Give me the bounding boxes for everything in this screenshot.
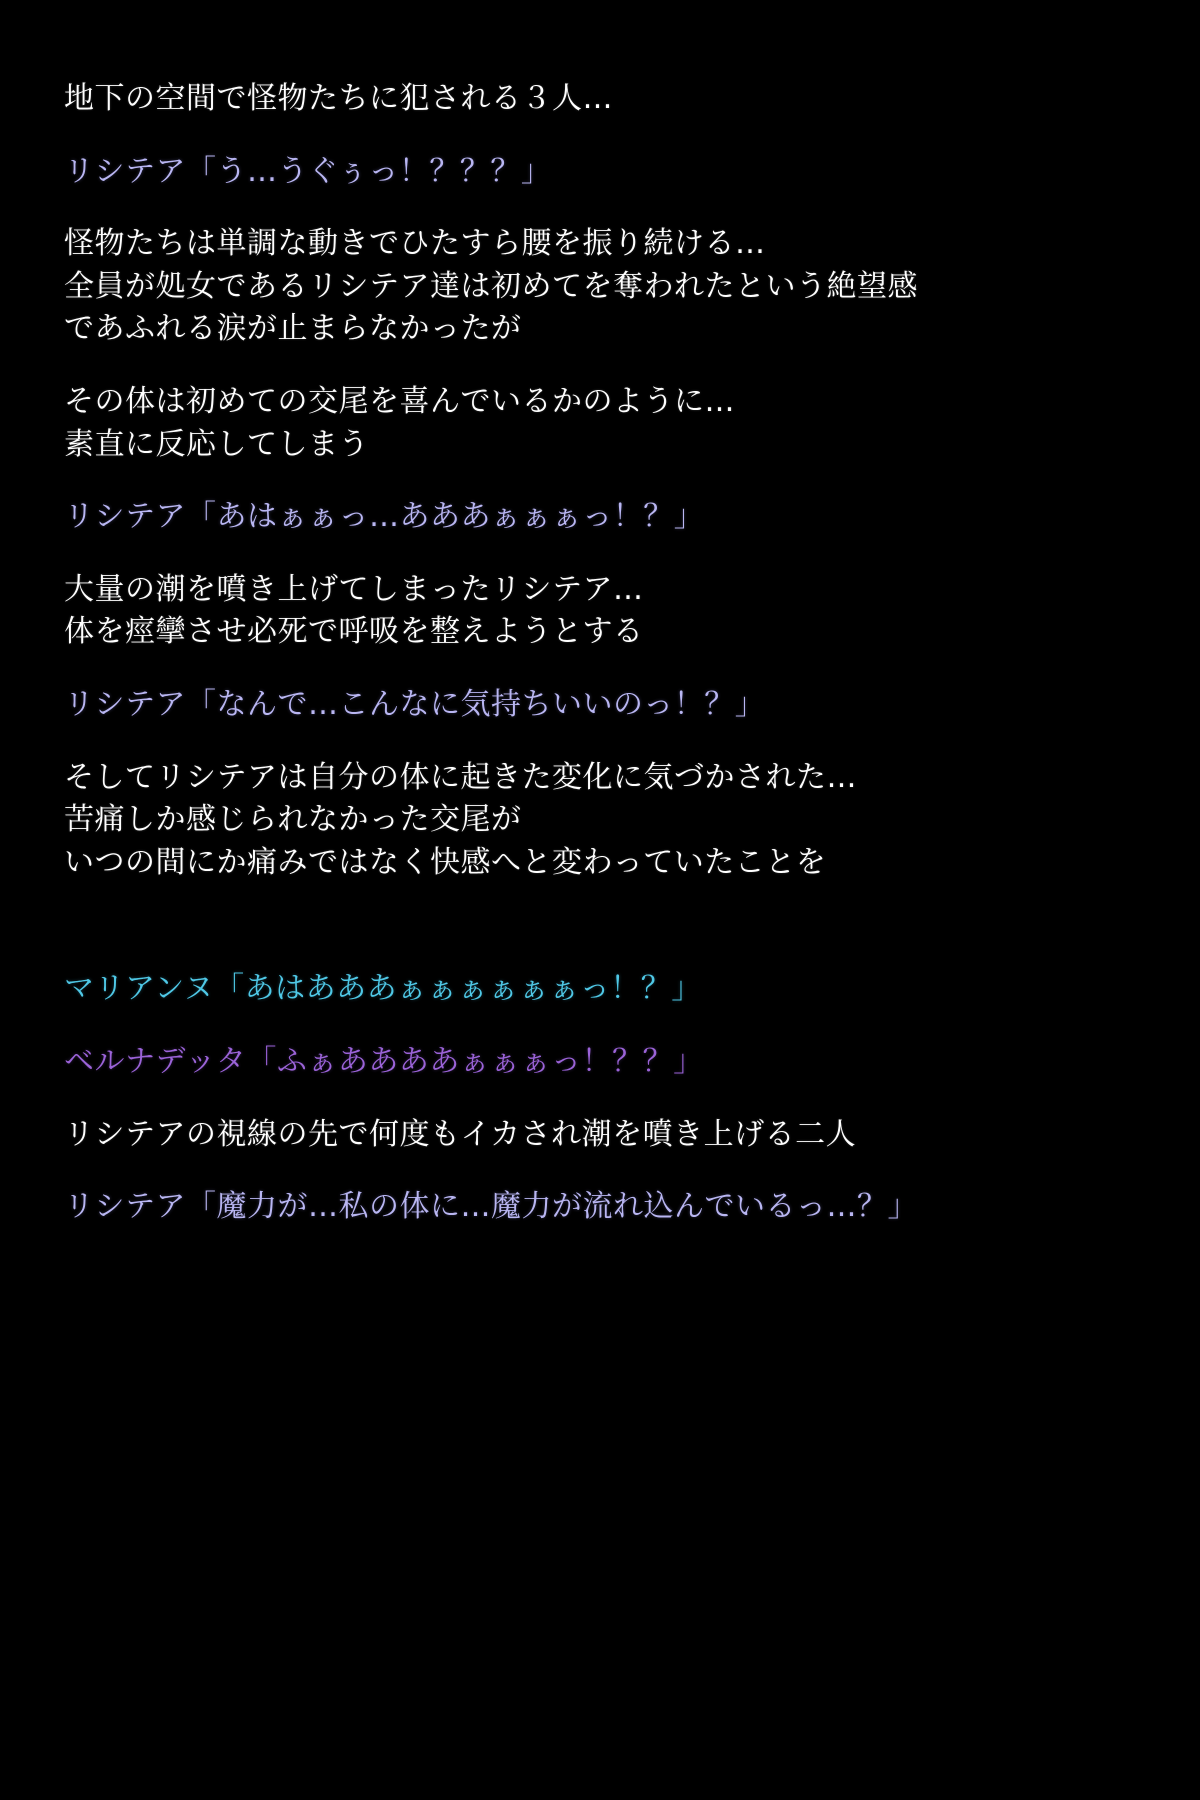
dialog-block-lysithea — [64, 1186, 1124, 1229]
section-spacer — [64, 914, 1124, 968]
text-line: であふれる涙が止まらなかったが — [64, 311, 522, 347]
text-line: その体は初めての交尾を喜んでいるかのように… — [64, 383, 735, 419]
text-line: リシテア「なんで…こんなに気持ちいいのっ！？」 — [64, 686, 766, 722]
text-line: 地下の空間で怪物たちに犯される３人… — [64, 81, 613, 116]
text-line: リシテアの視線の先で何度もイカされ潮を噴き上げる二人 — [64, 1116, 857, 1152]
text-line: いつの間にか痛みではなく快感へと変わっていたことを — [64, 844, 827, 880]
text-line: 体を痙攣させ必死で呼吸を整えようとする — [64, 614, 644, 650]
text-line: 苦痛しか感じられなかった交尾が — [64, 802, 522, 838]
text-line: ベルナデッタ「ふぁああああぁぁぁっ！？？」 — [64, 1043, 704, 1079]
text-line: リシテア「魔力が…私の体に…魔力が流れ込んでいるっ…？」 — [64, 1189, 918, 1225]
text-line: そしてリシテアは自分の体に起きた変化に気づかされた… — [64, 759, 857, 795]
text-line: 素直に反応してしまう — [64, 426, 369, 462]
dialog-block-lysithea — [64, 684, 1124, 727]
text-line: 全員が処女であるリシテア達は初めてを奪われたという絶望感 — [64, 268, 918, 304]
narration-block — [64, 381, 1124, 466]
text-line: マリアンヌ「あはあああぁぁぁぁぁぁっ！？」 — [64, 971, 702, 1007]
narration-block — [64, 1114, 1124, 1157]
text-line: 怪物たちは単調な動きでひたすら腰を振り続ける… — [64, 226, 766, 262]
dialog-block-marianne — [64, 968, 1124, 1011]
text-line: リシテア「う…うぐぅっ！？？？」 — [64, 153, 552, 189]
narration-block — [64, 569, 1124, 654]
dialog-block-lysithea — [64, 496, 1124, 539]
dialog-block-lysithea — [64, 151, 1124, 194]
story-text-container — [64, 78, 1124, 1229]
narration-block — [64, 757, 1124, 885]
narration-block — [64, 223, 1124, 351]
dialog-block-bernadetta — [64, 1041, 1124, 1084]
text-line: リシテア「あはぁぁっ…あああぁぁぁっ！？」 — [64, 499, 705, 535]
narration-block — [64, 78, 1124, 121]
text-line: 大量の潮を噴き上げてしまったリシテア… — [64, 571, 644, 607]
